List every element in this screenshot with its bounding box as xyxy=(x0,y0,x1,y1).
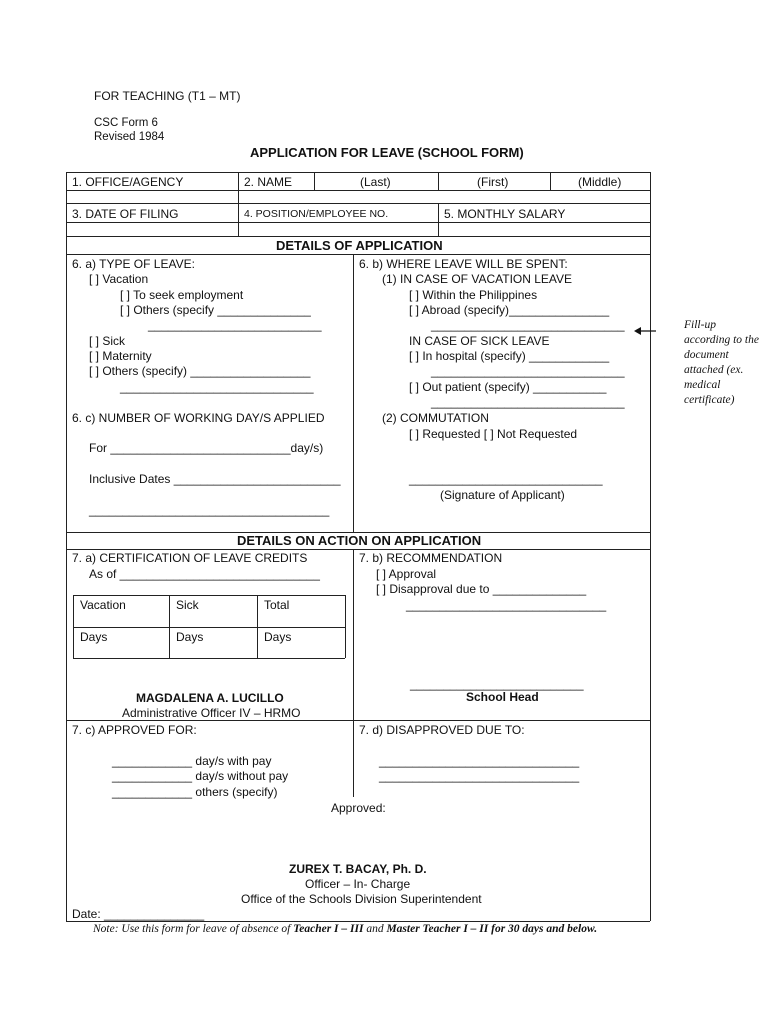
credits-sick-days: Days xyxy=(176,630,204,644)
frame-right xyxy=(650,172,651,921)
divider xyxy=(345,595,346,658)
sick-case-label: IN CASE OF SICK LEAVE xyxy=(409,334,550,348)
approved-for-label: 7. c) APPROVED FOR: xyxy=(72,723,197,737)
school-head-caption: School Head xyxy=(466,690,539,704)
rule xyxy=(66,720,650,721)
out-patient-line[interactable]: _____________________________ xyxy=(431,395,625,409)
name-label: 2. NAME xyxy=(244,175,293,189)
form-category: FOR TEACHING (T1 – MT) xyxy=(94,89,241,103)
date-field[interactable]: Date: _______________ xyxy=(72,907,205,921)
divider xyxy=(238,203,239,236)
sds-title-2: Office of the Schools Division Superintendent xyxy=(241,892,482,906)
disapproved-due-label: 7. d) DISAPPROVED DUE TO: xyxy=(359,723,525,737)
disapproved-line-2[interactable]: ______________________________ xyxy=(379,769,580,783)
approved-label: Approved: xyxy=(331,801,386,815)
rule xyxy=(73,627,345,628)
salary-label: 5. MONTHLY SALARY xyxy=(444,207,566,221)
sick-checkbox[interactable]: [ ] Sick xyxy=(89,334,126,348)
name-first: (First) xyxy=(477,175,509,189)
others2-line[interactable]: _____________________________ xyxy=(120,380,314,394)
sds-name: ZUREX T. BACAY, Ph. D. xyxy=(289,862,427,876)
divider xyxy=(314,172,315,190)
days-without-pay-field[interactable]: ____________ day/s without pay xyxy=(112,769,289,783)
date-filing-label: 3. DATE OF FILING xyxy=(72,207,179,221)
sds-title-1: Officer – In- Charge xyxy=(305,877,411,891)
rule xyxy=(66,222,650,223)
credits-header-vacation: Vacation xyxy=(80,598,126,612)
vacation-case-label: (1) IN CASE OF VACATION LEAVE xyxy=(382,272,573,286)
name-last: (Last) xyxy=(360,175,391,189)
out-patient-checkbox[interactable]: [ ] Out patient (specify) ___________ xyxy=(409,380,607,394)
abroad-line[interactable]: _____________________________ xyxy=(431,318,625,332)
others-specify-checkbox[interactable]: [ ] Others (specify ______________ xyxy=(120,303,311,317)
note-teacher-range: Teacher I – III xyxy=(293,923,364,935)
hospital-line[interactable]: _____________________________ xyxy=(431,364,625,378)
rule xyxy=(66,203,650,204)
form-title: APPLICATION FOR LEAVE (SCHOOL FORM) xyxy=(250,145,524,160)
hrmo-title: Administrative Officer IV – HRMO xyxy=(122,706,301,720)
revision-year: Revised 1984 xyxy=(94,131,165,143)
name-middle: (Middle) xyxy=(578,175,622,189)
approval-checkbox[interactable]: [ ] Approval xyxy=(376,567,437,581)
maternity-checkbox[interactable]: [ ] Maternity xyxy=(89,349,152,363)
side-note: Fill-up according to the document attached (ex. medical certificate) xyxy=(684,319,759,406)
school-head-line[interactable]: __________________________ xyxy=(410,677,584,691)
arrow-left-icon xyxy=(634,326,656,336)
note-and: and xyxy=(363,923,387,935)
rule xyxy=(73,658,345,659)
vacation-checkbox[interactable]: [ ] Vacation xyxy=(89,272,149,286)
footer-note xyxy=(93,922,597,936)
for-days-field[interactable]: For ___________________________day/s) xyxy=(89,441,324,455)
details-heading: DETAILS OF APPLICATION xyxy=(276,238,443,253)
credits-header-total: Total xyxy=(264,598,290,612)
csc-form-number: CSC Form 6 xyxy=(94,117,158,129)
as-of-field[interactable]: As of ______________________________ xyxy=(89,567,320,581)
frame-top xyxy=(66,172,650,173)
commutation-options[interactable]: [ ] Requested [ ] Not Requested xyxy=(409,427,578,441)
credits-total-days: Days xyxy=(264,630,292,644)
disapproved-line-1[interactable]: ______________________________ xyxy=(379,754,580,768)
where-spent-label: 6. b) WHERE LEAVE WILL BE SPENT: xyxy=(359,257,568,271)
hrmo-name: MAGDALENA A. LUCILLO xyxy=(136,691,284,705)
disapproval-line[interactable]: ______________________________ xyxy=(406,598,607,612)
action-divider xyxy=(353,549,354,797)
rule xyxy=(66,190,650,191)
note-prefix: Note: Use this form for leave of absence of xyxy=(93,923,294,935)
action-heading: DETAILS ON ACTION ON APPLICATION xyxy=(237,533,482,548)
inclusive-dates-field[interactable]: Inclusive Dates _________________________ xyxy=(89,472,341,486)
position-label: 4. POSITION/EMPLOYEE NO. xyxy=(244,208,389,220)
divider xyxy=(438,203,439,236)
working-days-label: 6. c) NUMBER OF WORKING DAY/S APPLIED xyxy=(72,411,325,425)
note-master-teacher: Master Teacher I – II for 30 days and below. xyxy=(386,923,598,935)
credits-vacation-days: Days xyxy=(80,630,108,644)
signature-line[interactable]: _____________________________ xyxy=(409,472,603,486)
divider xyxy=(169,595,170,658)
divider xyxy=(550,172,551,190)
days-with-pay-field[interactable]: ____________ day/s with pay xyxy=(112,754,272,768)
signature-caption: (Signature of Applicant) xyxy=(440,488,565,502)
disapproval-checkbox[interactable]: [ ] Disapproval due to ______________ xyxy=(376,582,587,596)
certification-label: 7. a) CERTIFICATION OF LEAVE CREDITS xyxy=(72,551,308,565)
divider xyxy=(73,595,74,658)
others-field[interactable]: ____________ others (specify) xyxy=(112,785,278,799)
rule xyxy=(66,254,650,255)
credits-header-sick: Sick xyxy=(176,598,199,612)
seek-employment-checkbox[interactable]: [ ] To seek employment xyxy=(120,288,244,302)
rule xyxy=(66,549,650,550)
inclusive-dates-line[interactable]: ____________________________________ xyxy=(89,503,330,517)
within-ph-checkbox[interactable]: [ ] Within the Philippines xyxy=(409,288,538,302)
others2-checkbox[interactable]: [ ] Others (specify) __________________ xyxy=(89,364,311,378)
recommendation-label: 7. b) RECOMMENDATION xyxy=(359,551,503,565)
rule xyxy=(73,595,345,596)
details-divider xyxy=(353,254,354,532)
divider xyxy=(238,172,239,190)
divider xyxy=(238,190,239,203)
in-hospital-checkbox[interactable]: [ ] In hospital (specify) ____________ xyxy=(409,349,610,363)
commutation-label: (2) COMMUTATION xyxy=(382,411,489,425)
rule xyxy=(66,236,650,237)
type-of-leave-label: 6. a) TYPE OF LEAVE: xyxy=(72,257,195,271)
frame-left xyxy=(66,172,67,921)
others-specify-line[interactable]: __________________________ xyxy=(148,318,322,332)
divider xyxy=(438,172,439,190)
abroad-checkbox[interactable]: [ ] Abroad (specify)_______________ xyxy=(409,303,610,317)
office-label: 1. OFFICE/AGENCY xyxy=(72,175,184,189)
divider xyxy=(257,595,258,658)
